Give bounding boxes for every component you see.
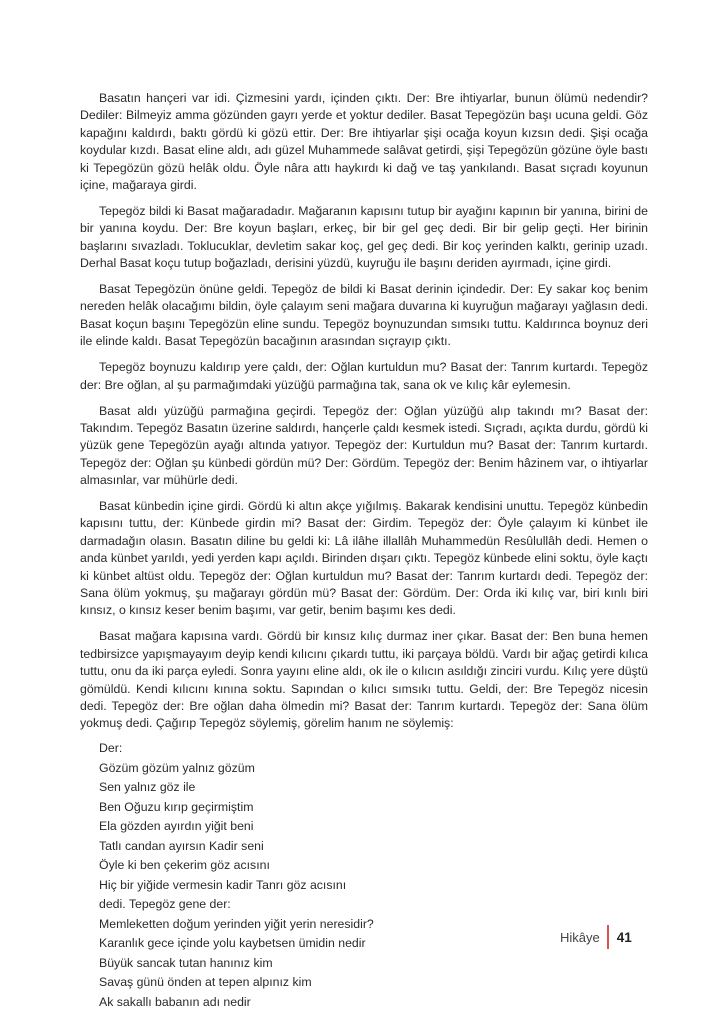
paragraph: Basat künbedin içine girdi. Gördü ki altın akçe yığılmış. Bakarak kendisini unuttu. Tepegöz künbedin kapısını tuttu, der: Künbede girdin mi? Basat der: Girdim. Tepegöz der: Öyle çalayım ki künbet ile darmadağın olasın. Basatın diline bu geldi ki: Lâ ilâhe illallâh Muhammedün Resûlullâh dedi. Hemen o anda künbet yarıldı, yedi yerden kapı açıldı. Birinden dışarı çıktı. Tepegöz künbede elini soktu, öyle kaçtı ki künbet altüst oldu. Tepegöz der: Oğlan kurtuldun mu? Basat der: Tanrım kurtardı dedi. Tepegöz der: Sana ölüm yokmuş, şu mağarayı gördün mü? Basat der: Gördüm. Der: Orda iki kılıç var, biri kınlı biri kınsız, o kınsız keser benim başımı, var getir, benim başımı kes dedi.	[80, 499, 648, 618]
poem-line: Büyük sancak tutan hanınız kim	[99, 955, 273, 970]
poem-line: Öyle ki ben çekerim göz acısını	[99, 858, 270, 873]
poem-line: Ak sakallı babanın adı nedir	[99, 994, 251, 1009]
paragraph: Basat mağara kapısına vardı. Gördü bir kınsız kılıç durmaz iner çıkar. Basat der: Ben buna hemen tedbirsizce yapışmayayım deyip kendi kılıcını çıkardı tuttu, iki parçaya böldü. Vardı bir ağaç getirdi kılıca tuttu, onu da iki parça eyledi. Sonra yayını eline aldı, ok ile o kılıcın asıldığı zinciri vurdu. Kılıç yere düştü gömüldü. Kendi kılıcını kınına soktu. Sapından o kılıcı sımsıkı tuttu. Geldi, der: Bre Tepegöz nicesin dedi. Tepegöz der: Bre oğlan daha ölmedin mi? Basat der: Tanrım kurtardı. Tepegöz der: Sana ölüm yokmuş dedi. Çağırıp Tepegöz söylemiş, görelim hanım ne söylemiş:	[80, 629, 648, 731]
paragraph: Basat Tepegözün önüne geldi. Tepegöz de bildi ki Basat derinin içindedir. Der: Ey sakar koç benim nereden helâk olacağımı bildin, öyle çalayım seni mağara duvarına ki kuyruğun mağarayı yağlasın dedi. Basat koçun başını Tepegözün eline sundu. Tepegöz boynuzundan sımsıkı tuttu. Kaldırınca boynuz deri ile elinde kaldı. Basat Tepegözün bacağının arasından sıçrayıp çıktı.	[80, 282, 648, 349]
poem-line: Ben Oğuzu kırıp geçirmiştim	[99, 799, 254, 814]
body-text	[80, 90, 648, 1012]
page-footer	[560, 925, 632, 949]
footer-divider	[607, 925, 609, 949]
paragraph: Basatın hançeri var idi. Çizmesini yardı, içinden çıktı. Der: Bre ihtiyarlar, bunun ölümü nedendir? Dediler: Bilmeyiz amma gözünden gayrı yerde et yoktur dediler. Basat Tepegözün başı ucuna geldi. Göz kapağını kaldırdı, baktı gördü ki gözü ettir. Der: Bre ihtiyarlar şişi ocağa koyun kızsın dedi. Şişi ocağa koydular kızdı. Basat eline aldı, adı güzel Muhammede salâvat getirdi, şişi Tepegözün gözüne öyle bastı ki Tepegözün gözü helâk oldu. Öyle nâra attı haykırdı ki dağ ve taş yankılandı. Basat sıçradı koyunun içine, mağaraya girdi.	[80, 91, 648, 193]
paragraph: Tepegöz bildi ki Basat mağaradadır. Mağaranın kapısını tutup bir ayağını kapının bir yanına, birini de bir yanına koydu. Der: Bre koyun başları, erkeç, bir bir gel geç dedi. Bir bir gelip geçti. Her birinin başlarını sıvazladı. Toklucuklar, devletim sakar koç, gel geç dedi. Bir koç yerinden kalktı, gerinip uzadı. Derhal Basat koçu tutup boğazladı, derisini yüzdü, kuyruğu ile başını deriden ayırmadı, içine girdi.	[80, 203, 648, 271]
paragraph: Basat aldı yüzüğü parmağına geçirdi. Tepegöz der: Oğlan yüzüğü alıp takındı mı? Basat der: Takındım. Tepegöz Basatın üzerine saldırdı, hançerle çaldı kesmek istedi. Sıçradı, açıkta durdu, gördü ki yüzük gene Tepegözün ayağı altında yatıyor. Tepegöz der: Kurtuldun mu? Basat der: Tanrım kurtardı. Tepegöz der: Oğlan şu künbedi gördün mü? Der: Gördüm. Tepegöz der: Benim hâzinem var, o ihtiyarlar almasınlar, var mühürle dedi.	[80, 403, 648, 488]
poem-line: Sen yalnız göz ile	[99, 780, 196, 795]
poem-line: Ela gözden ayırdın yiğit beni	[99, 819, 254, 834]
poem-line: Memleketten doğum yerinden yiğit yerin neresidir?	[99, 916, 374, 931]
poem-line: Gözüm gözüm yalnız gözüm	[99, 760, 255, 775]
poem-line: Hiç bir yiğide vermesin kadir Tanrı göz acısını	[99, 877, 347, 892]
poem-line: dedi. Tepegöz gene der:	[99, 897, 231, 912]
paragraph: Tepegöz boynuzu kaldırıp yere çaldı, der: Oğlan kurtuldun mu? Basat der: Tanrım kurtardı. Tepegöz der: Bre oğlan, al şu parmağımdaki yüzüğü parmağına tak, sana ok ve kılıç kâr eylemesin.	[80, 360, 648, 392]
page-number: 41	[616, 929, 632, 945]
poem-line: Karanlık gece içinde yolu kaybetsen ümidin nedir	[99, 936, 366, 951]
poem-line: Der:	[99, 741, 123, 756]
poem-line: Tatlı candan ayırsın Kadir seni	[99, 838, 264, 853]
section-name: Hikâye	[560, 929, 600, 945]
poem	[80, 739, 648, 1012]
poem-line: Savaş günü önden at tepen alpınız kim	[99, 975, 312, 990]
